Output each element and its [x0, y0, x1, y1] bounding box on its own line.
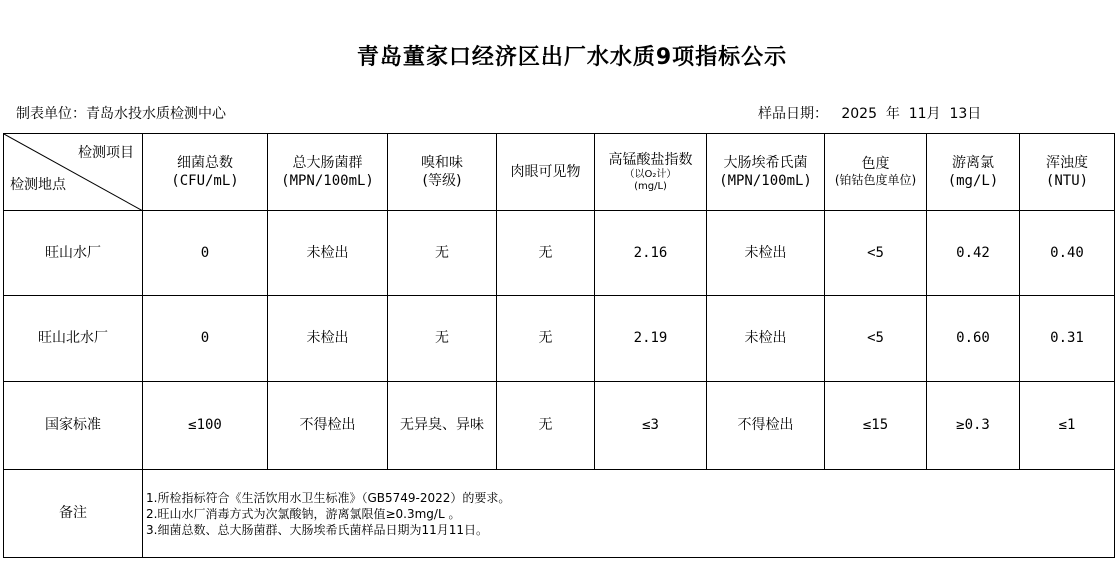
value-cell: ≤15 — [825, 382, 927, 470]
table-row — [4, 382, 1115, 470]
header-unit: (mg/L) — [947, 173, 999, 189]
header-unit: （以O₂计） — [624, 169, 677, 181]
header-name: 细菌总数 — [177, 154, 233, 171]
header-unit: (NTU) — [1045, 173, 1089, 189]
value-cell: 2.19 — [595, 296, 707, 382]
value-cell: 2.16 — [595, 211, 707, 296]
issuer-label: 制表单位：青岛水投水质检测中心 — [16, 106, 226, 122]
header-name: 色度 — [861, 156, 890, 173]
value-cell: 0 — [143, 211, 268, 296]
value-cell: 无 — [388, 211, 497, 296]
value-cell: 无 — [497, 296, 595, 382]
value-cell: 无 — [497, 211, 595, 296]
value-cell: <5 — [825, 296, 927, 382]
header-cell-ecoli — [707, 134, 825, 211]
value-cell: ≤100 — [143, 382, 268, 470]
table-row — [4, 296, 1115, 382]
header-row — [4, 134, 1115, 211]
remark-line: 3.细菌总数、总大肠菌群、大肠埃希氏菌样品日期为11月11日。 — [146, 522, 488, 537]
corner-label-locations: 检测地点 — [10, 176, 66, 193]
value-cell: 未检出 — [268, 296, 388, 382]
header-cell-bacteria — [143, 134, 268, 211]
header-cell-coliform — [268, 134, 388, 211]
header-cell-turbidity — [1020, 134, 1115, 211]
header-cell-odor — [388, 134, 497, 211]
value-cell: 未检出 — [707, 211, 825, 296]
value-cell: ≤1 — [1020, 382, 1115, 470]
header-cell-permanganate — [595, 134, 707, 211]
value-cell: 0.40 — [1020, 211, 1115, 296]
value-cell: ≤3 — [595, 382, 707, 470]
value-cell: 未检出 — [268, 211, 388, 296]
header-unit: (MPN/100mL) — [719, 173, 812, 189]
value-cell: 0 — [143, 296, 268, 382]
remarks-content — [143, 470, 1115, 558]
value-cell: <5 — [825, 211, 927, 296]
table-row — [4, 211, 1115, 296]
header-cell-free-chlorine — [927, 134, 1020, 211]
header-unit: (铂钴色度单位) — [834, 173, 917, 188]
header-name: 游离氯 — [952, 154, 994, 171]
header-unit: (等级) — [422, 173, 462, 189]
page-title: 青岛董家口经济区出厂水水质9项指标公示 — [356, 45, 788, 70]
value-cell: 不得检出 — [707, 382, 825, 470]
value-cell: 0.42 — [927, 211, 1020, 296]
sample-date-label: 样品日期： 2025 年 11月 13日 — [758, 106, 982, 122]
corner-header-cell — [4, 134, 143, 211]
value-cell: 无异臭、异味 — [388, 382, 497, 470]
header-cell-visible-matter — [497, 134, 595, 211]
header-name: 高锰酸盐指数 — [608, 151, 693, 168]
water-quality-table — [3, 133, 1115, 558]
remarks-label: 备注 — [4, 470, 143, 558]
value-cell: 0.31 — [1020, 296, 1115, 382]
value-cell: 未检出 — [707, 296, 825, 382]
value-cell: ≥0.3 — [927, 382, 1020, 470]
header-unit: (MPN/100mL) — [281, 173, 374, 189]
header-name: 浑浊度 — [1046, 154, 1088, 171]
value-cell: 无 — [388, 296, 497, 382]
value-cell: 0.60 — [927, 296, 1020, 382]
location-cell: 旺山水厂 — [4, 211, 143, 296]
header-name: 大肠埃希氏菌 — [723, 154, 808, 171]
header-unit-2: (mg/L) — [634, 181, 667, 193]
header-cell-chroma — [825, 134, 927, 211]
corner-label-items: 检测项目 — [78, 145, 134, 161]
value-cell: 无 — [497, 382, 595, 470]
location-cell: 国家标准 — [4, 382, 143, 470]
remark-line: 2.旺山水厂消毒方式为次氯酸钠，游离氯限值≥0.3mg/L 。 — [146, 506, 461, 521]
header-unit: (CFU/mL) — [171, 173, 239, 189]
remark-line: 1.所检指标符合《生活饮用水卫生标准》（GB5749-2022）的要求。 — [146, 490, 511, 505]
location-cell: 旺山北水厂 — [4, 296, 143, 382]
header-name: 嗅和味 — [421, 154, 463, 171]
header-name: 总大肠菌群 — [292, 154, 363, 171]
header-name: 肉眼可见物 — [510, 163, 581, 180]
value-cell: 不得检出 — [268, 382, 388, 470]
remarks-row — [4, 470, 1115, 558]
